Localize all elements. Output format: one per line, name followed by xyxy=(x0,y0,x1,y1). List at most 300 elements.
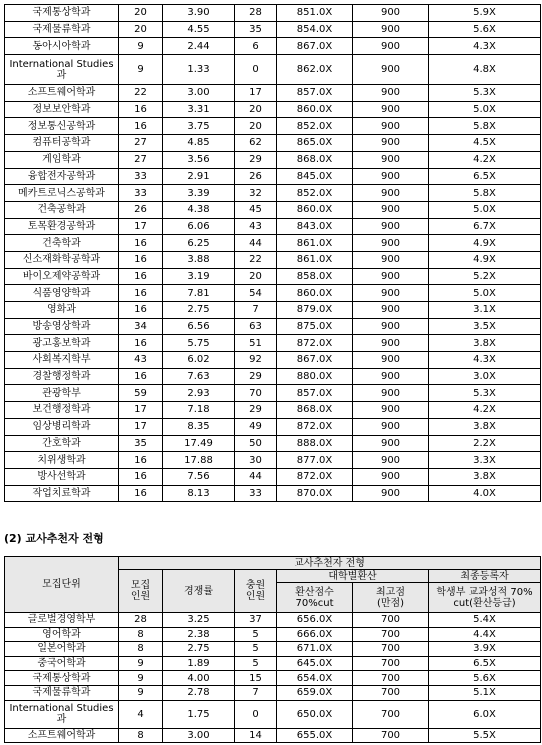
cell-grade: 5.0X xyxy=(429,101,541,118)
table-row xyxy=(5,671,541,686)
cell-quota: 22 xyxy=(119,85,163,102)
cell-rate: 2.91 xyxy=(163,168,235,185)
cell-score: 872.0X xyxy=(277,468,353,485)
cell-rate: 2.78 xyxy=(163,685,235,700)
cell-score: 879.0X xyxy=(277,302,353,319)
table-row xyxy=(5,268,541,285)
table-row xyxy=(5,201,541,218)
cell-fill: 35 xyxy=(235,21,277,38)
cell-quota: 8 xyxy=(119,728,163,743)
table-row xyxy=(5,627,541,642)
cell-dept: 메카트로닉스공학과 xyxy=(5,185,119,202)
cell-quota: 16 xyxy=(119,101,163,118)
cell-fill: 29 xyxy=(235,402,277,419)
cell-max: 700 xyxy=(353,671,429,686)
cell-grade: 4.9X xyxy=(429,251,541,268)
cell-rate: 3.39 xyxy=(163,185,235,202)
cell-quota: 27 xyxy=(119,151,163,168)
cell-grade: 5.3X xyxy=(429,85,541,102)
cell-rate: 3.00 xyxy=(163,728,235,743)
cell-score: 861.0X xyxy=(277,251,353,268)
table-row xyxy=(5,368,541,385)
cell-fill: 54 xyxy=(235,285,277,302)
cell-fill: 49 xyxy=(235,418,277,435)
table-row xyxy=(5,302,541,319)
cell-fill: 15 xyxy=(235,671,277,686)
cell-dept: 방송영상학과 xyxy=(5,318,119,335)
cell-grade: 5.0X xyxy=(429,201,541,218)
cell-rate: 7.18 xyxy=(163,402,235,419)
cell-quota: 17 xyxy=(119,418,163,435)
table-row xyxy=(5,485,541,502)
cell-score: 843.0X xyxy=(277,218,353,235)
cell-fill: 29 xyxy=(235,368,277,385)
cell-dept: 영화과 xyxy=(5,302,119,319)
cell-quota: 16 xyxy=(119,335,163,352)
cell-grade: 5.0X xyxy=(429,285,541,302)
table-row xyxy=(5,85,541,102)
cell-quota: 35 xyxy=(119,435,163,452)
cell-score: 868.0X xyxy=(277,402,353,419)
cell-max: 900 xyxy=(353,485,429,502)
table-row xyxy=(5,318,541,335)
cell-fill: 43 xyxy=(235,218,277,235)
cell-fill: 51 xyxy=(235,335,277,352)
cell-rate: 3.19 xyxy=(163,268,235,285)
cell-dept: 동아시아학과 xyxy=(5,38,119,55)
cell-max: 700 xyxy=(353,642,429,657)
cell-max: 900 xyxy=(353,418,429,435)
cell-quota: 28 xyxy=(119,613,163,628)
cell-max: 900 xyxy=(353,435,429,452)
cell-max: 900 xyxy=(353,101,429,118)
table-row xyxy=(5,251,541,268)
cell-fill: 29 xyxy=(235,151,277,168)
cell-dept: 소프트웨어학과 xyxy=(5,728,119,743)
cell-fill: 5 xyxy=(235,627,277,642)
cell-grade: 5.8X xyxy=(429,118,541,135)
cell-dept: 융합전자공학과 xyxy=(5,168,119,185)
table-row xyxy=(5,135,541,152)
admission-results-table-1 xyxy=(4,4,541,502)
table-row xyxy=(5,235,541,252)
cell-score: 875.0X xyxy=(277,318,353,335)
cell-quota: 17 xyxy=(119,402,163,419)
cell-rate: 2.75 xyxy=(163,642,235,657)
cell-max: 900 xyxy=(353,21,429,38)
cell-rate: 8.35 xyxy=(163,418,235,435)
cell-fill: 45 xyxy=(235,201,277,218)
cell-grade: 5.2X xyxy=(429,268,541,285)
table-row xyxy=(5,38,541,55)
cell-rate: 3.90 xyxy=(163,5,235,22)
cell-score: 851.0X xyxy=(277,5,353,22)
cell-score: 860.0X xyxy=(277,285,353,302)
table-row xyxy=(5,642,541,657)
cell-score: 872.0X xyxy=(277,335,353,352)
cell-max: 700 xyxy=(353,627,429,642)
cell-dept: International Studies과 xyxy=(5,700,119,728)
cell-fill: 28 xyxy=(235,5,277,22)
cell-score: 872.0X xyxy=(277,418,353,435)
cell-score: 880.0X xyxy=(277,368,353,385)
cell-fill: 44 xyxy=(235,468,277,485)
cell-quota: 27 xyxy=(119,135,163,152)
cell-quota: 8 xyxy=(119,642,163,657)
cell-dept: 바이오제약공학과 xyxy=(5,268,119,285)
cell-grade: 3.8X xyxy=(429,468,541,485)
cell-score: 870.0X xyxy=(277,485,353,502)
header-score: 환산점수 70%cut xyxy=(277,583,353,613)
cell-quota: 9 xyxy=(119,38,163,55)
cell-rate: 3.88 xyxy=(163,251,235,268)
cell-fill: 7 xyxy=(235,302,277,319)
cell-max: 700 xyxy=(353,700,429,728)
cell-fill: 7 xyxy=(235,685,277,700)
cell-quota: 20 xyxy=(119,5,163,22)
cell-quota: 16 xyxy=(119,452,163,469)
cell-grade: 5.5X xyxy=(429,728,541,743)
cell-grade: 6.5X xyxy=(429,656,541,671)
cell-rate: 1.75 xyxy=(163,700,235,728)
cell-rate: 3.56 xyxy=(163,151,235,168)
cell-rate: 4.00 xyxy=(163,671,235,686)
cell-score: 867.0X xyxy=(277,352,353,369)
header-quota: 모집 인원 xyxy=(119,570,163,613)
cell-dept: 사회복지학부 xyxy=(5,352,119,369)
cell-dept: 광고홍보학과 xyxy=(5,335,119,352)
cell-score: 857.0X xyxy=(277,385,353,402)
cell-max: 900 xyxy=(353,151,429,168)
cell-score: 655.0X xyxy=(277,728,353,743)
cell-grade: 4.0X xyxy=(429,485,541,502)
cell-grade: 3.9X xyxy=(429,642,541,657)
cell-fill: 92 xyxy=(235,352,277,369)
cell-score: 888.0X xyxy=(277,435,353,452)
table-row xyxy=(5,656,541,671)
cell-rate: 3.31 xyxy=(163,101,235,118)
cell-rate: 4.85 xyxy=(163,135,235,152)
cell-quota: 16 xyxy=(119,302,163,319)
header-max: 최고점 (만점) xyxy=(353,583,429,613)
cell-fill: 62 xyxy=(235,135,277,152)
cell-fill: 20 xyxy=(235,118,277,135)
cell-dept: 중국어학과 xyxy=(5,656,119,671)
cell-grade: 4.2X xyxy=(429,402,541,419)
cell-score: 865.0X xyxy=(277,135,353,152)
cell-max: 900 xyxy=(353,218,429,235)
cell-grade: 3.1X xyxy=(429,302,541,319)
cell-quota: 9 xyxy=(119,55,163,85)
cell-rate: 2.44 xyxy=(163,38,235,55)
table-row xyxy=(5,185,541,202)
cell-fill: 17 xyxy=(235,85,277,102)
cell-max: 700 xyxy=(353,728,429,743)
cell-dept: 식품영양학과 xyxy=(5,285,119,302)
cell-rate: 4.55 xyxy=(163,21,235,38)
cell-quota: 17 xyxy=(119,218,163,235)
cell-rate: 4.38 xyxy=(163,201,235,218)
cell-max: 900 xyxy=(353,452,429,469)
cell-grade: 3.5X xyxy=(429,318,541,335)
table-row xyxy=(5,55,541,85)
table-row xyxy=(5,335,541,352)
cell-max: 900 xyxy=(353,352,429,369)
cell-fill: 44 xyxy=(235,235,277,252)
cell-max: 900 xyxy=(353,335,429,352)
cell-rate: 7.63 xyxy=(163,368,235,385)
cell-dept: 임상병리학과 xyxy=(5,418,119,435)
cell-dept: 관광학부 xyxy=(5,385,119,402)
cell-score: 877.0X xyxy=(277,452,353,469)
cell-fill: 20 xyxy=(235,268,277,285)
cell-max: 900 xyxy=(353,201,429,218)
cell-max: 900 xyxy=(353,268,429,285)
table-row xyxy=(5,352,541,369)
header-dept: 모집단위 xyxy=(5,557,119,613)
cell-dept: 치위생학과 xyxy=(5,452,119,469)
cell-dept: 경찰행정학과 xyxy=(5,368,119,385)
cell-grade: 4.5X xyxy=(429,135,541,152)
cell-dept: 소프트웨어학과 xyxy=(5,85,119,102)
cell-fill: 63 xyxy=(235,318,277,335)
table-row xyxy=(5,700,541,728)
cell-dept: 작업치료학과 xyxy=(5,485,119,502)
cell-rate: 6.06 xyxy=(163,218,235,235)
cell-max: 900 xyxy=(353,38,429,55)
table-row xyxy=(5,118,541,135)
cell-max: 900 xyxy=(353,402,429,419)
cell-max: 700 xyxy=(353,685,429,700)
cell-max: 900 xyxy=(353,118,429,135)
cell-quota: 16 xyxy=(119,285,163,302)
cell-fill: 6 xyxy=(235,38,277,55)
section-title: (2) 교사추천자 전형 xyxy=(4,532,104,545)
cell-max: 900 xyxy=(353,85,429,102)
cell-max: 900 xyxy=(353,55,429,85)
cell-rate: 1.33 xyxy=(163,55,235,85)
table-row xyxy=(5,21,541,38)
cell-quota: 33 xyxy=(119,168,163,185)
cell-score: 858.0X xyxy=(277,268,353,285)
cell-score: 860.0X xyxy=(277,101,353,118)
cell-quota: 9 xyxy=(119,656,163,671)
cell-grade: 5.4X xyxy=(429,613,541,628)
cell-dept: 건축학과 xyxy=(5,235,119,252)
cell-grade: 3.0X xyxy=(429,368,541,385)
cell-max: 900 xyxy=(353,285,429,302)
cell-max: 900 xyxy=(353,302,429,319)
header-grade: 학생부 교과성적 70% cut(환산등급) xyxy=(429,583,541,613)
cell-rate: 17.49 xyxy=(163,435,235,452)
cell-dept: 글로벌경영학부 xyxy=(5,613,119,628)
cell-grade: 3.3X xyxy=(429,452,541,469)
cell-score: 645.0X xyxy=(277,656,353,671)
cell-dept: 국제통상학과 xyxy=(5,5,119,22)
cell-dept: 방사선학과 xyxy=(5,468,119,485)
cell-score: 860.0X xyxy=(277,201,353,218)
cell-dept: 국제물류학과 xyxy=(5,21,119,38)
cell-dept: 건축공학과 xyxy=(5,201,119,218)
cell-score: 650.0X xyxy=(277,700,353,728)
cell-score: 857.0X xyxy=(277,85,353,102)
cell-quota: 16 xyxy=(119,118,163,135)
cell-rate: 5.75 xyxy=(163,335,235,352)
cell-score: 671.0X xyxy=(277,642,353,657)
cell-grade: 4.3X xyxy=(429,352,541,369)
cell-score: 867.0X xyxy=(277,38,353,55)
cell-rate: 6.02 xyxy=(163,352,235,369)
cell-fill: 0 xyxy=(235,55,277,85)
cell-max: 900 xyxy=(353,318,429,335)
cell-max: 700 xyxy=(353,613,429,628)
cell-quota: 20 xyxy=(119,21,163,38)
cell-fill: 5 xyxy=(235,656,277,671)
cell-fill: 22 xyxy=(235,251,277,268)
cell-grade: 5.3X xyxy=(429,385,541,402)
table-row xyxy=(5,613,541,628)
cell-score: 666.0X xyxy=(277,627,353,642)
cell-grade: 3.8X xyxy=(429,335,541,352)
cell-dept: 간호학과 xyxy=(5,435,119,452)
table-row xyxy=(5,468,541,485)
cell-fill: 5 xyxy=(235,642,277,657)
cell-fill: 32 xyxy=(235,185,277,202)
cell-score: 659.0X xyxy=(277,685,353,700)
cell-rate: 6.56 xyxy=(163,318,235,335)
cell-quota: 4 xyxy=(119,700,163,728)
cell-dept: 정보통신공학과 xyxy=(5,118,119,135)
cell-max: 700 xyxy=(353,656,429,671)
table-row xyxy=(5,685,541,700)
cell-max: 900 xyxy=(353,235,429,252)
cell-grade: 4.2X xyxy=(429,151,541,168)
cell-quota: 9 xyxy=(119,671,163,686)
cell-quota: 33 xyxy=(119,185,163,202)
cell-score: 845.0X xyxy=(277,168,353,185)
cell-quota: 16 xyxy=(119,468,163,485)
cell-score: 861.0X xyxy=(277,235,353,252)
cell-fill: 20 xyxy=(235,101,277,118)
cell-rate: 3.25 xyxy=(163,613,235,628)
cell-rate: 7.56 xyxy=(163,468,235,485)
cell-score: 854.0X xyxy=(277,21,353,38)
cell-grade: 4.8X xyxy=(429,55,541,85)
table-row xyxy=(5,402,541,419)
cell-grade: 4.3X xyxy=(429,38,541,55)
cell-max: 900 xyxy=(353,135,429,152)
cell-fill: 33 xyxy=(235,485,277,502)
table-row xyxy=(5,218,541,235)
cell-score: 656.0X xyxy=(277,613,353,628)
cell-max: 900 xyxy=(353,5,429,22)
header-rate: 경쟁률 xyxy=(163,570,235,613)
table-row xyxy=(5,101,541,118)
table-row xyxy=(5,418,541,435)
cell-rate: 1.89 xyxy=(163,656,235,671)
cell-quota: 34 xyxy=(119,318,163,335)
cell-fill: 14 xyxy=(235,728,277,743)
cell-quota: 16 xyxy=(119,235,163,252)
cell-dept: 신소재화학공학과 xyxy=(5,251,119,268)
cell-rate: 17.88 xyxy=(163,452,235,469)
cell-grade: 5.8X xyxy=(429,185,541,202)
cell-rate: 2.75 xyxy=(163,302,235,319)
cell-rate: 3.75 xyxy=(163,118,235,135)
cell-quota: 16 xyxy=(119,368,163,385)
cell-dept: 국제물류학과 xyxy=(5,685,119,700)
cell-rate: 2.38 xyxy=(163,627,235,642)
cell-dept: 일본어학과 xyxy=(5,642,119,657)
cell-quota: 59 xyxy=(119,385,163,402)
cell-rate: 8.13 xyxy=(163,485,235,502)
cell-score: 868.0X xyxy=(277,151,353,168)
cell-rate: 3.00 xyxy=(163,85,235,102)
cell-max: 900 xyxy=(353,168,429,185)
cell-grade: 5.6X xyxy=(429,671,541,686)
table-row xyxy=(5,435,541,452)
cell-dept: 보건행정학과 xyxy=(5,402,119,419)
cell-grade: 4.9X xyxy=(429,235,541,252)
cell-dept: 영어학과 xyxy=(5,627,119,642)
table-row xyxy=(5,452,541,469)
cell-quota: 16 xyxy=(119,268,163,285)
cell-grade: 6.7X xyxy=(429,218,541,235)
cell-rate: 2.93 xyxy=(163,385,235,402)
cell-grade: 5.1X xyxy=(429,685,541,700)
cell-rate: 6.25 xyxy=(163,235,235,252)
cell-max: 900 xyxy=(353,468,429,485)
cell-max: 900 xyxy=(353,368,429,385)
header-conversion: 대학별환산 xyxy=(277,570,429,583)
cell-rate: 7.81 xyxy=(163,285,235,302)
cell-fill: 0 xyxy=(235,700,277,728)
cell-score: 852.0X xyxy=(277,185,353,202)
header-fill: 충원 인원 xyxy=(235,570,277,613)
table-row xyxy=(5,285,541,302)
cell-dept: 정보보안학과 xyxy=(5,101,119,118)
cell-quota: 16 xyxy=(119,251,163,268)
cell-fill: 50 xyxy=(235,435,277,452)
cell-max: 900 xyxy=(353,185,429,202)
cell-max: 900 xyxy=(353,251,429,268)
cell-fill: 26 xyxy=(235,168,277,185)
cell-score: 862.0X xyxy=(277,55,353,85)
cell-dept: 게임학과 xyxy=(5,151,119,168)
cell-grade: 6.0X xyxy=(429,700,541,728)
cell-quota: 8 xyxy=(119,627,163,642)
header-group: 교사추천자 전형 xyxy=(119,557,541,570)
header-final: 최종등록자 xyxy=(429,570,541,583)
cell-fill: 70 xyxy=(235,385,277,402)
cell-grade: 2.2X xyxy=(429,435,541,452)
cell-dept: International Studies과 xyxy=(5,55,119,85)
cell-grade: 5.6X xyxy=(429,21,541,38)
cell-grade: 5.9X xyxy=(429,5,541,22)
table-row xyxy=(5,385,541,402)
cell-max: 900 xyxy=(353,385,429,402)
cell-fill: 37 xyxy=(235,613,277,628)
table-row xyxy=(5,151,541,168)
cell-quota: 9 xyxy=(119,685,163,700)
cell-grade: 6.5X xyxy=(429,168,541,185)
cell-score: 654.0X xyxy=(277,671,353,686)
cell-grade: 3.8X xyxy=(429,418,541,435)
cell-quota: 43 xyxy=(119,352,163,369)
cell-quota: 26 xyxy=(119,201,163,218)
cell-dept: 토목환경공학과 xyxy=(5,218,119,235)
cell-fill: 30 xyxy=(235,452,277,469)
